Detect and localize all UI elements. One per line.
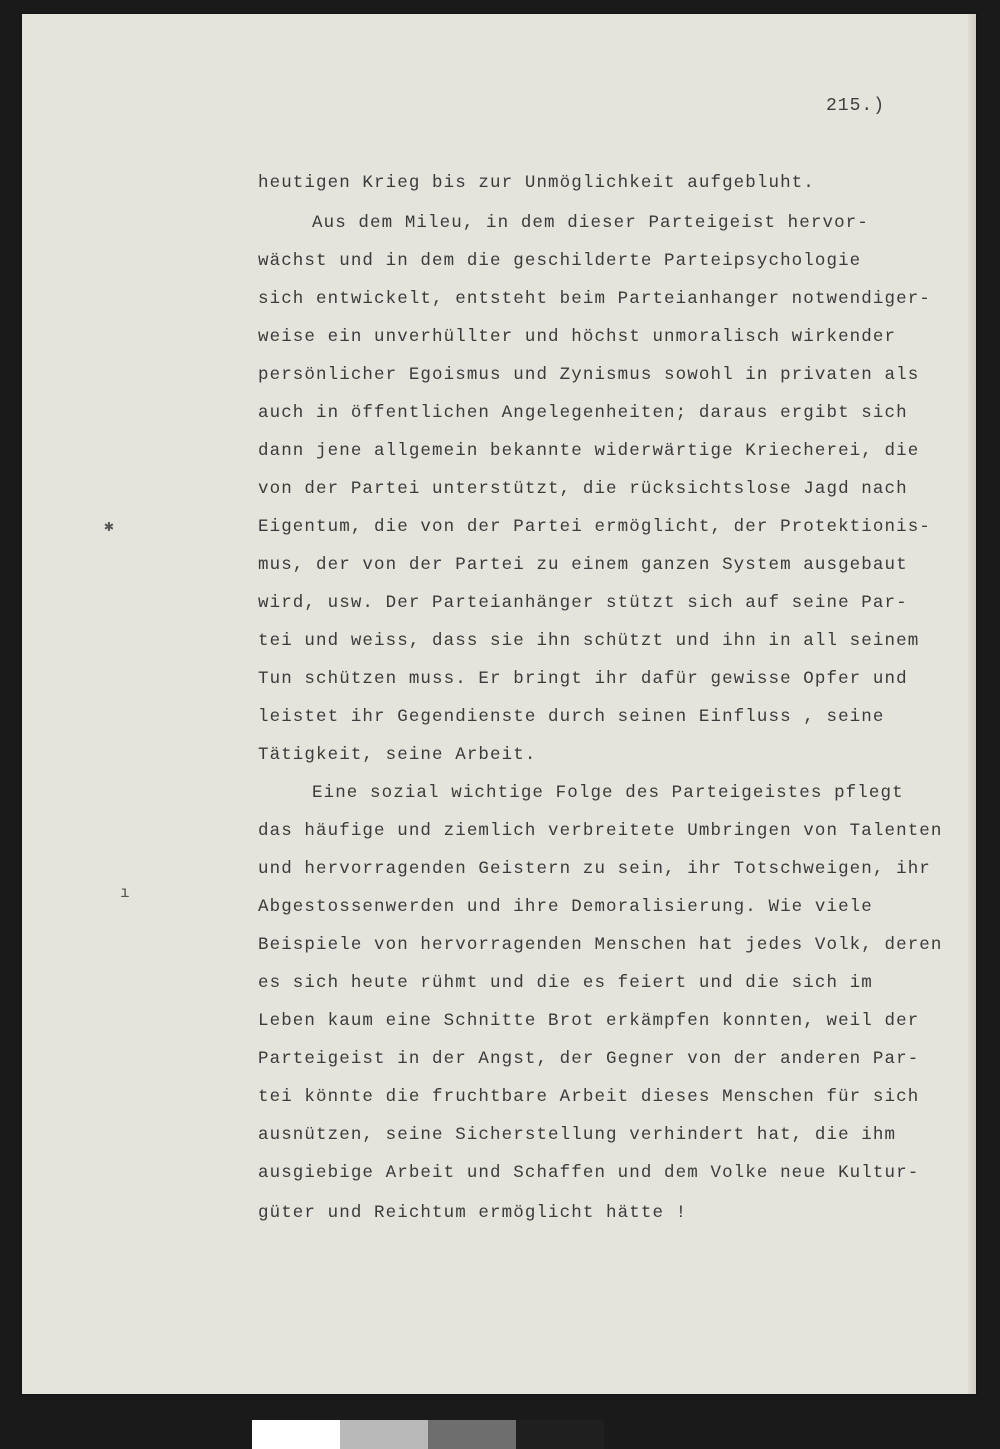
text-line: und hervorragenden Geistern zu sein, ihr Totschweigen, ihr bbox=[258, 859, 931, 879]
text-line: heutigen Krieg bis zur Unmöglichkeit aufgebluht. bbox=[258, 173, 815, 193]
text-line: auch in öffentlichen Angelegenheiten; daraus ergibt sich bbox=[258, 403, 908, 423]
text-line: tei und weiss, dass sie ihn schützt und ihn in all seinem bbox=[258, 631, 920, 651]
text-line: Beispiele von hervorragenden Menschen hat jedes Volk, deren bbox=[258, 935, 943, 955]
text-line: Eigentum, die von der Partei ermöglicht, der Protektionis- bbox=[258, 517, 931, 537]
text-line: ausgiebige Arbeit und Schaffen und dem Volke neue Kultur- bbox=[258, 1163, 920, 1183]
calibration-patch bbox=[340, 1420, 428, 1449]
text-line: Parteigeist in der Angst, der Gegner von der anderen Par- bbox=[258, 1049, 920, 1069]
text-line: das häufige und ziemlich verbreitete Umbringen von Talenten bbox=[258, 821, 943, 841]
text-line: persönlicher Egoismus und Zynismus sowohl in privaten als bbox=[258, 365, 920, 385]
page-number: 215.) bbox=[826, 96, 886, 116]
text-line: sich entwickelt, entsteht beim Parteianhanger notwendiger- bbox=[258, 289, 931, 309]
text-line: weise ein unverhüllter und höchst unmoralisch wirkender bbox=[258, 327, 897, 347]
text-line: wächst und in dem die geschilderte Parteipsychologie bbox=[258, 251, 862, 271]
calibration-patch bbox=[516, 1420, 604, 1449]
margin-mark: ✱ bbox=[104, 518, 114, 536]
text-line: Eine sozial wichtige Folge des Parteigeistes pflegt bbox=[312, 783, 904, 803]
text-line: von der Partei unterstützt, die rücksichtslose Jagd nach bbox=[258, 479, 908, 499]
text-line: ausnützen, seine Sicherstellung verhindert hat, die ihm bbox=[258, 1125, 897, 1145]
text-line: wird, usw. Der Parteianhänger stützt sich auf seine Par- bbox=[258, 593, 908, 613]
text-line: dann jene allgemein bekannte widerwärtige Kriecherei, die bbox=[258, 441, 920, 461]
paper-edge bbox=[968, 14, 976, 1394]
margin-mark: ı bbox=[120, 884, 130, 902]
text-line: Abgestossenwerden und ihre Demoralisierung. Wie viele bbox=[258, 897, 873, 917]
text-line: tei könnte die fruchtbare Arbeit dieses Menschen für sich bbox=[258, 1087, 920, 1107]
text-line: güter und Reichtum ermöglicht hätte ! bbox=[258, 1203, 688, 1223]
text-line: Aus dem Mileu, in dem dieser Parteigeist hervor- bbox=[312, 213, 869, 233]
text-line: Tun schützen muss. Er bringt ihr dafür gewisse Opfer und bbox=[258, 669, 908, 689]
text-line: Leben kaum eine Schnitte Brot erkämpfen konnten, weil der bbox=[258, 1011, 920, 1031]
calibration-patch bbox=[428, 1420, 516, 1449]
calibration-patch bbox=[252, 1420, 340, 1449]
text-line: Tätigkeit, seine Arbeit. bbox=[258, 745, 537, 765]
text-line: mus, der von der Partei zu einem ganzen System ausgebaut bbox=[258, 555, 908, 575]
text-line: es sich heute rühmt und die es feiert und die sich im bbox=[258, 973, 873, 993]
text-line: leistet ihr Gegendienste durch seinen Einfluss , seine bbox=[258, 707, 885, 727]
